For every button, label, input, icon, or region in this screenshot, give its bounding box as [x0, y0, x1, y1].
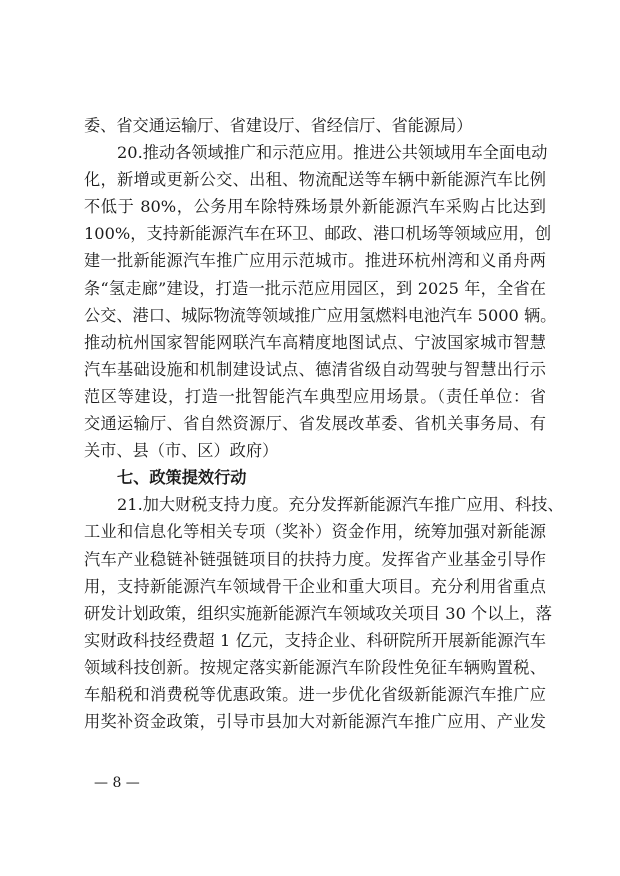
text-line: 汽车产业稳链补链强链项目的扶持力度。发挥省产业基金引导作	[84, 549, 546, 569]
text-line: 汽车基础设施和机制建设试点、德清省级自动驾驶与智慧出行示	[84, 359, 546, 379]
text-line: 范区等建设，打造一批智能汽车典型应用场景。（责任单位：省	[84, 386, 546, 406]
text-line: 实财政科技经费超 1 亿元，支持企业、科研院所开展新能源汽车	[84, 630, 546, 650]
text-line: 20.推动各领域推广和示范应用。推进公共领域用车全面电动	[117, 143, 548, 163]
text-line: 工业和信息化等相关专项（奖补）资金作用，统筹加强对新能源	[84, 522, 546, 542]
text-line: 研发计划政策，组织实施新能源汽车领域攻关项目 30 个以上，落	[84, 603, 552, 623]
text-line: 100%，支持新能源汽车在环卫、邮政、港口机场等领域应用，创	[84, 224, 552, 244]
text-line: 关市、县（市、区）政府）	[84, 441, 279, 461]
text-line: 不低于 80%，公务用车除特殊场景外新能源汽车采购占比达到	[84, 197, 546, 217]
text-line: 车船税和消费税等优惠政策。进一步优化省级新能源汽车推广应	[84, 684, 546, 704]
text-line: 领域科技创新。按规定落实新能源汽车阶段性免征车辆购置税、	[84, 657, 546, 677]
text-line: 21.加大财税支持力度。充分发挥新能源汽车推广应用、科技、	[117, 495, 564, 515]
text-line: 委、省交通运输厅、省建设厅、省经信厅、省能源局）	[84, 116, 473, 135]
text-line: 公交、港口、城际物流等领域推广应用氢燃料电池汽车 5000 辆。	[84, 305, 557, 325]
text-line: 用奖补资金政策，引导市县加大对新能源汽车推广应用、产业发	[84, 712, 546, 732]
text-line: 化，新增或更新公交、出租、物流配送等车辆中新能源汽车比例	[84, 170, 546, 190]
text-line: 交通运输厅、省自然资源厅、省发展改革委、省机关事务局、有	[84, 414, 546, 434]
text-line: 用，支持新能源汽车领域骨干企业和重大项目。充分利用省重点	[84, 576, 546, 596]
text-line: 推动杭州国家智能网联汽车高精度地图试点、宁波国家城市智慧	[84, 332, 546, 352]
paragraph-21	[84, 491, 564, 735]
paragraph-20	[84, 139, 557, 464]
document-body	[84, 112, 564, 735]
text-line: 条“氢走廊”建设，打造一批示范应用园区，到 2025 年，全省在	[84, 278, 546, 298]
text-line: 建一批新能源汽车推广应用示范城市。推进环杭州湾和义甬舟两	[84, 251, 546, 271]
page-number: — 8 —	[94, 775, 140, 791]
section-heading: 七、政策提效行动	[117, 468, 247, 488]
